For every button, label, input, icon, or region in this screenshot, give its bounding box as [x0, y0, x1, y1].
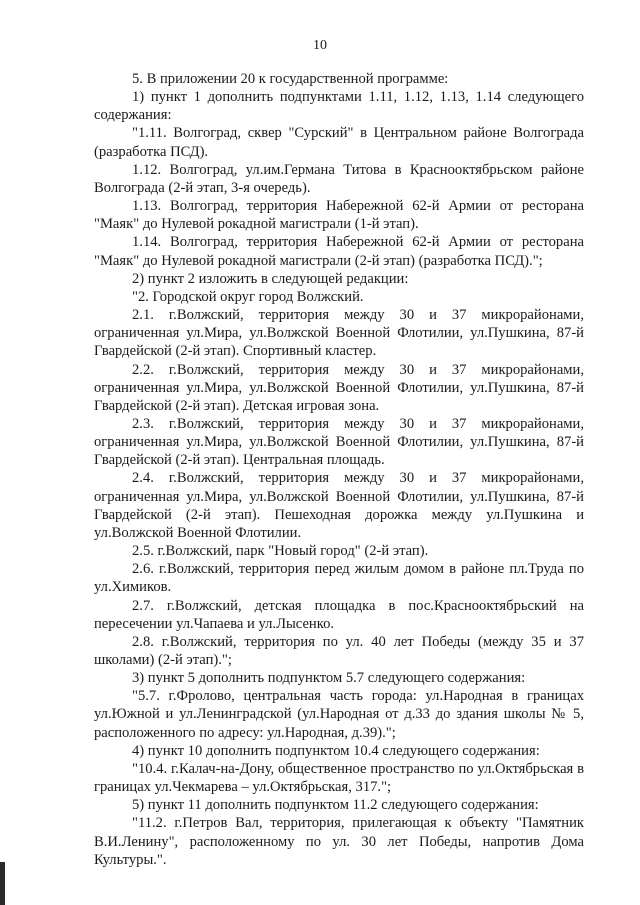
subitem-2-2: 2.2. г.Волжский, территория между 30 и 37 микрорайонами, ограниченная ул.Мира, ул.Волжской Военной Флотилии, ул.Пушкина, 87-й Гвардейской (2-й этап). Детская игровая зона.	[94, 361, 584, 414]
subitem-2-title: "2. Городской округ город Волжский.	[132, 288, 364, 305]
item-1-intro: 1) пункт 1 дополнить подпунктами 1.11, 1.12, 1.13, 1.14 следующего содержания:	[94, 89, 584, 124]
subitem-2-3: 2.3. г.Волжский, территория между 30 и 37 микрорайонами, ограниченная ул.Мира, ул.Волжской Военной Флотилии, ул.Пушкина, 87-й Гвардейской (2-й этап). Центральная площадь.	[94, 415, 584, 469]
scan-edge-mark	[0, 862, 5, 905]
subitem-10-4: "10.4. г.Калач-на-Дону, общественное пространство по ул.Октябрьская в границах ул.Чекмарева – ул.Октябрьская, 317.";	[94, 760, 584, 796]
subitem-1-12: 1.12. Волгоград, ул.им.Германа Титова в Краснооктябрьском районе Волгограда (2-й этап, 3-я очередь).	[94, 161, 584, 196]
subitem-2-1: 2.1. г.Волжский, территория между 30 и 37 микрорайонами, ограниченная ул.Мира, ул.Волжской Военной Флотилии, ул.Пушкина, 87-й Гвардейской (2-й этап). Спортивный кластер.	[94, 307, 584, 360]
subitem-2-6: 2.6. г.Волжский, территория перед жилым домом в районе пл.Труда по ул.Химиков.	[94, 561, 584, 596]
item-5-intro: 5) пункт 11 дополнить подпунктом 11.2 следующего содержания:	[132, 797, 539, 814]
subitem-5-7: "5.7. г.Фролово, центральная часть города: ул.Народная в границах ул.Южной и ул.Ленинградской (ул.Народная от д.33 до здания школы № 5, расположенного по адресу: ул.Народная, д.39).";	[94, 688, 584, 741]
subitem-2-7: 2.7. г.Волжский, детская площадка в пос.Краснооктябрьский на пересечении ул.Чапаева и ул.Лысенко.	[94, 597, 584, 632]
subitem-11-2: "11.2. г.Петров Вал, территория, прилегающая к объекту "Памятник В.И.Ленину", расположенному по ул. 30 лет Победы, напротив Дома Культуры.".	[94, 815, 584, 868]
subitem-2-5: 2.5. г.Волжский, парк "Новый город" (2-й этап).	[132, 543, 429, 560]
item-4-intro: 4) пункт 10 дополнить подпунктом 10.4 следующего содержания:	[132, 742, 540, 759]
subitem-2-8: 2.8. г.Волжский, территория по ул. 40 лет Победы (между 35 и 37 школами) (2-й этап).";	[94, 633, 584, 668]
subitem-1-14: 1.14. Волгоград, территория Набережной 62-й Армии от ресторана "Маяк" до Нулевой рокадной магистрали (2-й этап) (разработка ПСД).";	[94, 234, 584, 269]
item-2-intro: 2) пункт 2 изложить в следующей редакции:	[132, 270, 409, 287]
subitem-1-11: "1.11. Волгоград, сквер "Сурский" в Центральном районе Волгограда (разработка ПСД).	[94, 125, 584, 160]
subitem-1-13: 1.13. Волгоград, территория Набережной 62-й Армии от ресторана "Маяк" до Нулевой рокадной магистрали (1-й этап).	[94, 198, 584, 233]
document-body	[94, 70, 584, 869]
item-3-intro: 3) пункт 5 дополнить подпунктом 5.7 следующего содержания:	[132, 670, 526, 687]
page-number: 10	[313, 38, 327, 53]
section-heading: 5. В приложении 20 к государственной программе:	[132, 71, 449, 87]
subitem-2-4: 2.4. г.Волжский, территория между 30 и 37 микрорайонами, ограниченная ул.Мира, ул.Волжской Военной Флотилии, ул.Пушкина, 87-й Гвардейской (2-й этап). Пешеходная дорожка между ул.Пушкина и ул.Волжской Военной Флотилии.	[94, 470, 584, 541]
